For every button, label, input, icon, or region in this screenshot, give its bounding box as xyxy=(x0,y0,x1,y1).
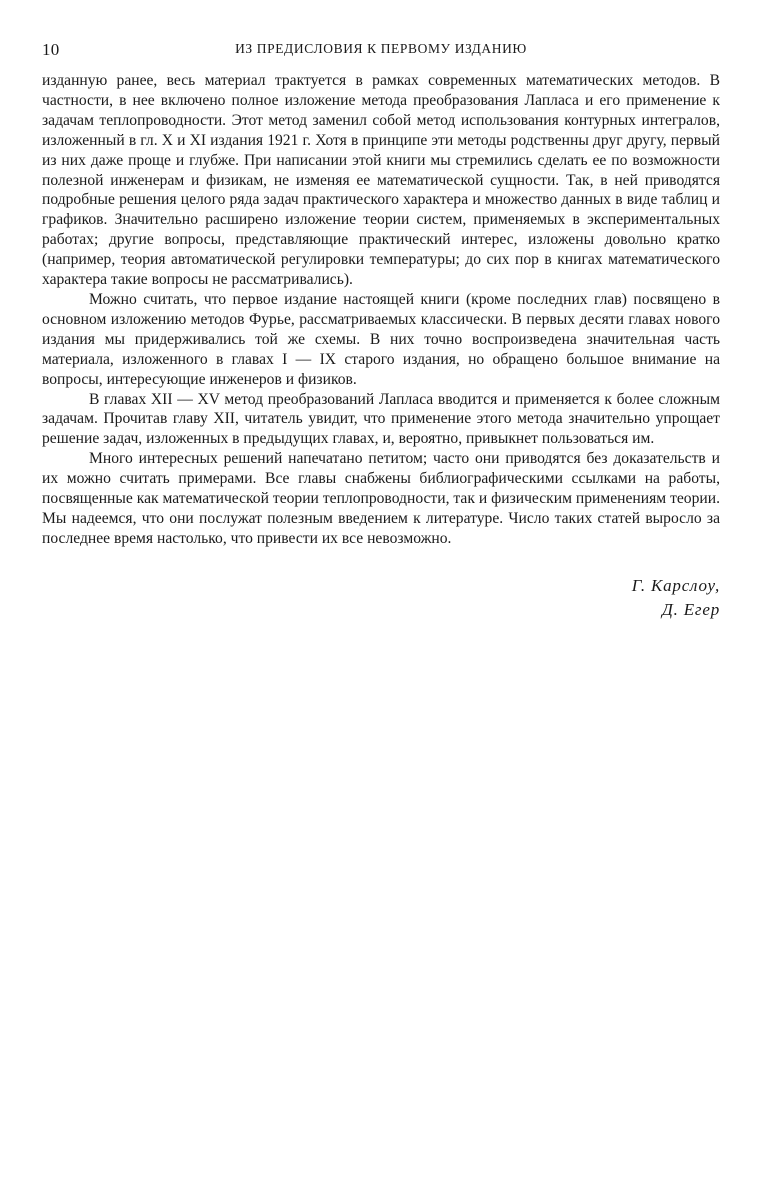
book-page xyxy=(42,36,720,622)
signature-jaeger: Д. Егер xyxy=(662,599,720,619)
paragraph-continuation: изданную ранее, весь материал трактуется в рамках современных математических методов. В частности, в нее включено полное изложение метода преобразования Лапласа и его применение к задачам теплопроводности. Этот метод заменил собой метод использования контурных интегралов, изложенный в гл. X и XI издания 1921 г. Хотя в принципе эти методы родственны друг другу, первый из них даже проще и глубже. При написании этой книги мы стремились сделать ее по возможности полезной инженерам и физикам, не изменяя ее математической сущности. Так, в ней приводятся подробные решения целого ряда задач практического характера и множество данных в виде таблиц и графиков. Значительно расширено изложение теории систем, применяемых в экспериментальных работах; другие вопросы, представляющие практический интерес, изложены довольно кратко (например, теория автоматической регулировки температуры; до сих пор в книгах математического характера такие вопросы не рассматривались). xyxy=(42,72,720,289)
body-text xyxy=(42,71,720,549)
author-signatures xyxy=(42,574,720,622)
signature-carslaw: Г. Карслоу, xyxy=(631,575,720,595)
running-title: ИЗ ПРЕДИСЛОВИЯ К ПЕРВОМУ ИЗДАНИЮ xyxy=(235,41,527,56)
paragraph-fourier-methods: Можно считать, что первое издание настоящей книги (кроме последних глав) посвящено в основном изложению методов Фурье, рассматриваемых классически. В первых десяти главах нового издания мы придерживались той же схемы. В них точно воспроизведена значительная часть материала, изложенного в главах I — IX старого издания, но обращено большое внимание на вопросы, интересующие инженеров и физиков. xyxy=(42,290,720,388)
paragraph-bibliography: Много интересных решений напечатано петитом; часто они приводятся без доказательств и их можно считать примерами. Все главы снабжены библиографическими ссылками на работы, посвященные как математической теории теплопроводности, так и физическим применениям теории. Мы надеемся, что они послужат полезным введением к литературе. Число таких статей выросло за последнее время настолько, что привести их все невозможно. xyxy=(42,450,720,547)
paragraph-laplace-chapters: В главах XII — XV метод преобразований Лапласа вводится и применяется к более сложным задачам. Прочитав главу XII, читатель увидит, что применение этого метода значительно упрощает решение задач, изложенных в предыдущих главах, и, вероятно, привыкнет пользоваться им. xyxy=(42,390,720,448)
running-head xyxy=(42,36,720,64)
page-number: 10 xyxy=(42,40,60,59)
